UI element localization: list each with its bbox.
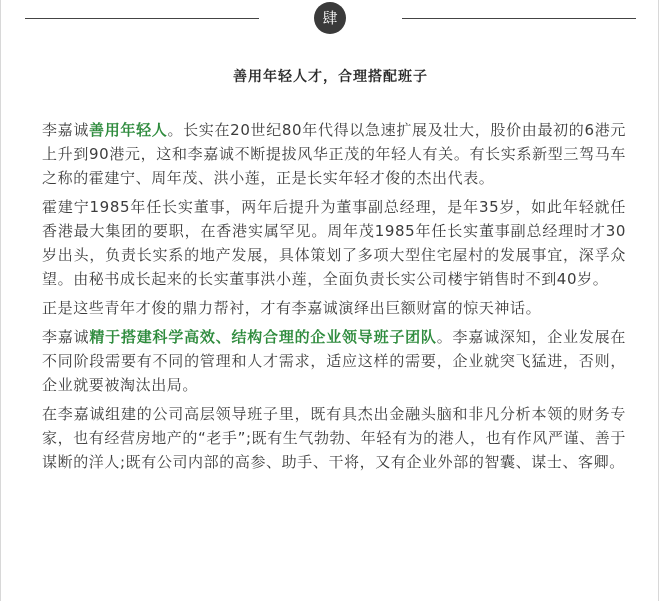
paragraph-4-lead: 李嘉诚 <box>42 328 90 346</box>
header-divider-left <box>25 18 259 19</box>
paragraph-4-highlight: 精于搭建科学高效、结构合理的企业领导班子团队 <box>89 328 437 346</box>
paragraph-1-rest: 。长实在20世纪80年代得以急速扩展及壮大，股价由最初的6港元上升到90港元，这和李嘉诚不断提拔风华正茂的年轻人有关。有长实系新型三驾马车之称的霍建宁、周年茂、洪小莲，正是长实年轻才俊的杰出代表。 <box>42 121 626 187</box>
paragraph-5: 在李嘉诚组建的公司高层领导班子里，既有具杰出金融头脑和非凡分析本领的财务专家，也有经营房地产的“老手”;既有生气勃勃、年轻有为的港人，也有作风严谨、善于谋断的洋人;既有公司内部的高参、助手、干将，又有企业外部的智囊、谋士、客卿。 <box>42 405 626 471</box>
header-divider-right <box>402 18 636 19</box>
paragraph-1 <box>42 118 626 190</box>
paragraph-1-highlight: 善用年轻人 <box>89 121 168 139</box>
article-body <box>42 118 626 479</box>
paragraph-4 <box>42 325 626 397</box>
paragraph-1-lead: 李嘉诚 <box>42 121 90 139</box>
paragraph-4-rest: 。李嘉诚深知，企业发展在不同阶段需要有不同的管理和人才需求，适应这样的需要，企业就突飞猛进，否则，企业就要被淘汰出局。 <box>42 328 627 394</box>
paragraph-2: 霍建宁1985年任长实董事，两年后提升为董事副总经理，是年35岁，如此年轻就任香港最大集团的要职，在香港实属罕见。周年茂1985年任长实董事副总经理时才30岁出头，负责长实系的地产发展，具体策划了多项大型住宅屋村的发展事宜，深孚众望。由秘书成长起来的长实董事洪小莲，全面负责长实公司楼宇销售时不到40岁。 <box>42 198 626 288</box>
paragraph-3: 正是这些青年才俊的鼎力帮衬，才有李嘉诚演绎出巨额财富的惊天神话。 <box>42 299 542 317</box>
section-heading: 善用年轻人才，合理搭配班子 <box>233 69 428 85</box>
section-number-badge: 肆 <box>314 2 346 34</box>
